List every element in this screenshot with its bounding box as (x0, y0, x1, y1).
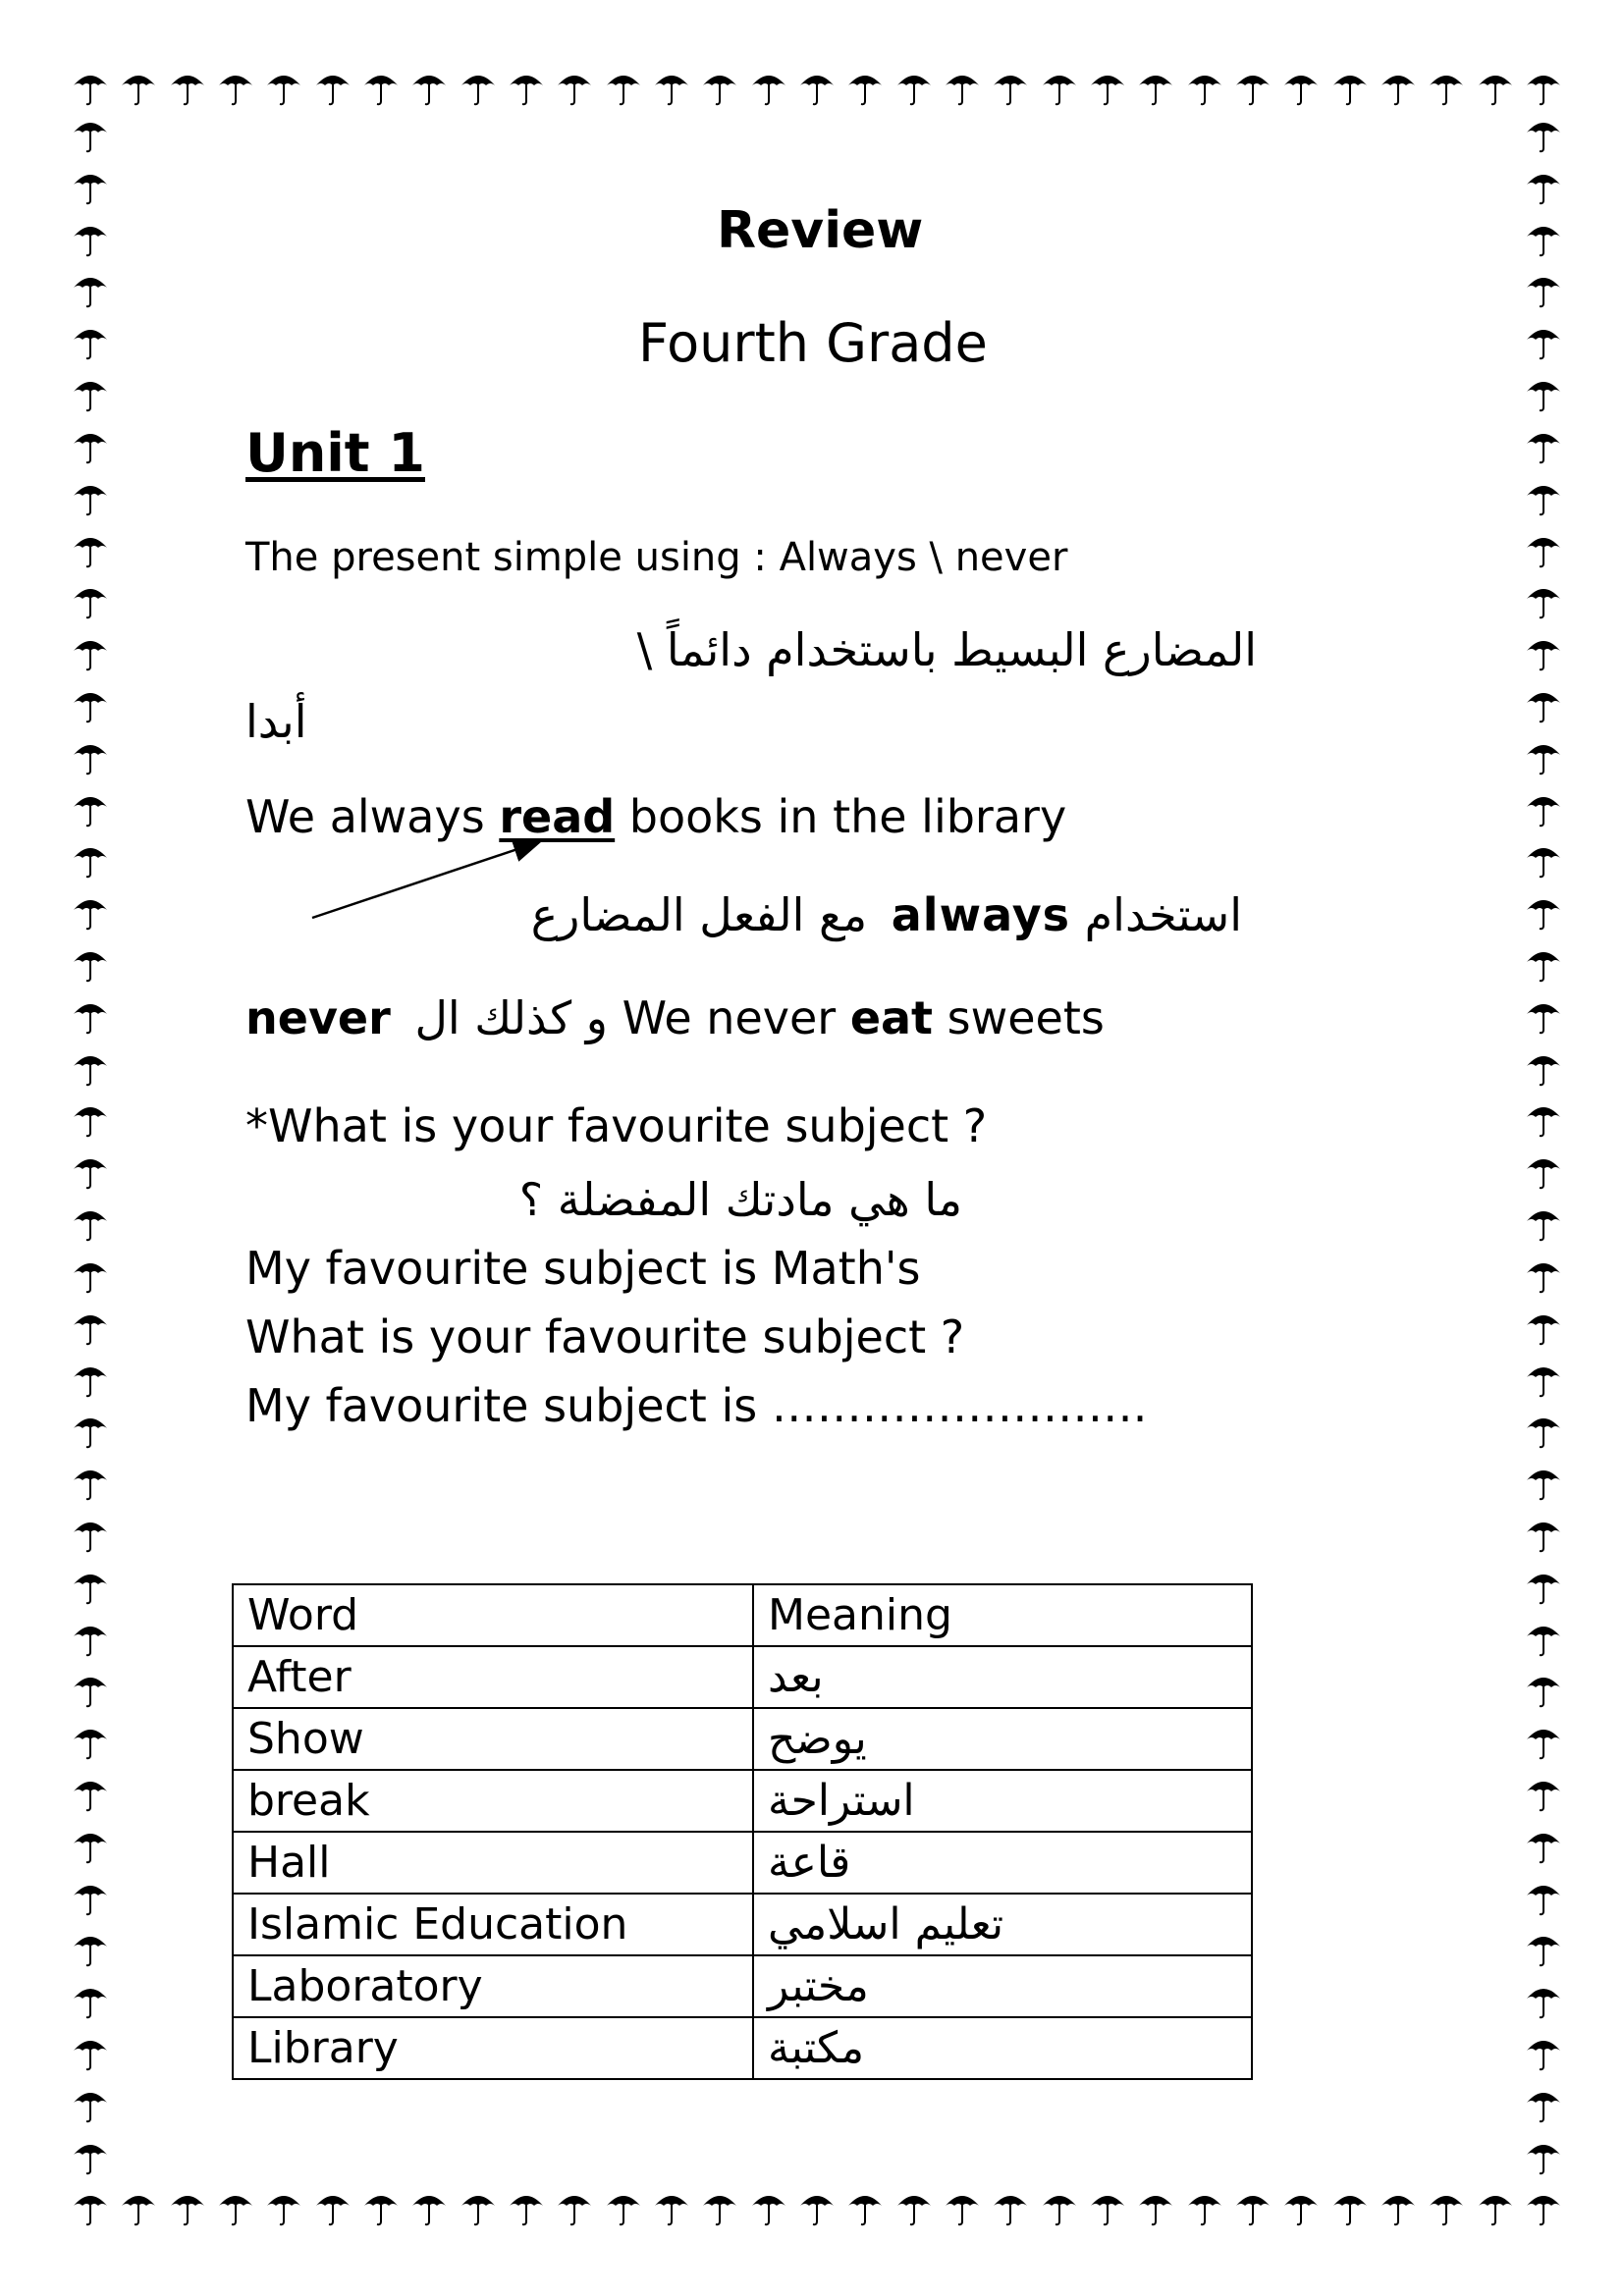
table-header-row (233, 1584, 1252, 1646)
note-ar-pre: استخدام (1070, 888, 1242, 941)
word-cell: Laboratory (233, 1955, 753, 2017)
table-row (233, 2017, 1252, 2079)
word-cell: Islamic Education (233, 1894, 753, 1955)
word-cell: Library (233, 2017, 753, 2079)
rule-arabic-line2: أبدا (245, 695, 307, 748)
example-always-verb: read (499, 790, 616, 843)
header-meaning: Meaning (753, 1584, 1252, 1646)
example-never (245, 991, 1105, 1044)
example-never-pre: We never (622, 991, 850, 1044)
table-row (233, 1955, 1252, 2017)
word-cell: Hall (233, 1832, 753, 1894)
unit-heading: Unit 1 (245, 422, 425, 484)
rule-arabic-line1: المضارع البسيط باستخدام دائماً \ (636, 623, 1257, 676)
table-row (233, 1770, 1252, 1832)
table-row (233, 1646, 1252, 1708)
question-2: What is your favourite subject ? (245, 1310, 965, 1363)
meaning-cell: قاعة (753, 1832, 1252, 1894)
meaning-cell: بعد (753, 1646, 1252, 1708)
word-cell: Show (233, 1708, 753, 1770)
header-word: Word (233, 1584, 753, 1646)
answer-1: My favourite subject is Math's (245, 1242, 921, 1295)
note-ar-post: مع الفعل المضارع (530, 888, 892, 941)
meaning-cell: مكتبة (753, 2017, 1252, 2079)
example-never-verb: eat (849, 991, 934, 1044)
example-always-pre: We always (245, 790, 500, 843)
meaning-cell: استراحة (753, 1770, 1252, 1832)
example-never-word: never (245, 991, 391, 1044)
vocabulary-table (232, 1583, 1253, 2080)
page-title: Review (717, 201, 924, 260)
meaning-cell: تعليم اسلامي (753, 1894, 1252, 1955)
question-1: *What is your favourite subject ? (245, 1099, 988, 1152)
meaning-cell: مختبر (753, 1955, 1252, 2017)
word-cell: After (233, 1646, 753, 1708)
example-never-arabic: و كذلك ال (390, 991, 623, 1044)
note-always: always (891, 888, 1071, 941)
example-always-post: books in the library (615, 790, 1067, 843)
meaning-cell: يوضح (753, 1708, 1252, 1770)
example-never-post: sweets (933, 991, 1105, 1044)
table-row (233, 1708, 1252, 1770)
word-cell: break (233, 1770, 753, 1832)
table-row (233, 1894, 1252, 1955)
grade-subtitle: Fourth Grade (638, 312, 988, 374)
table-row (233, 1832, 1252, 1894)
answer-2-blank: My favourite subject is ……………………. (245, 1379, 1148, 1432)
question-1-arabic: ما هي مادتك المفضلة ؟ (518, 1173, 962, 1226)
rule-english: The present simple using : Always \ never (245, 535, 1068, 580)
